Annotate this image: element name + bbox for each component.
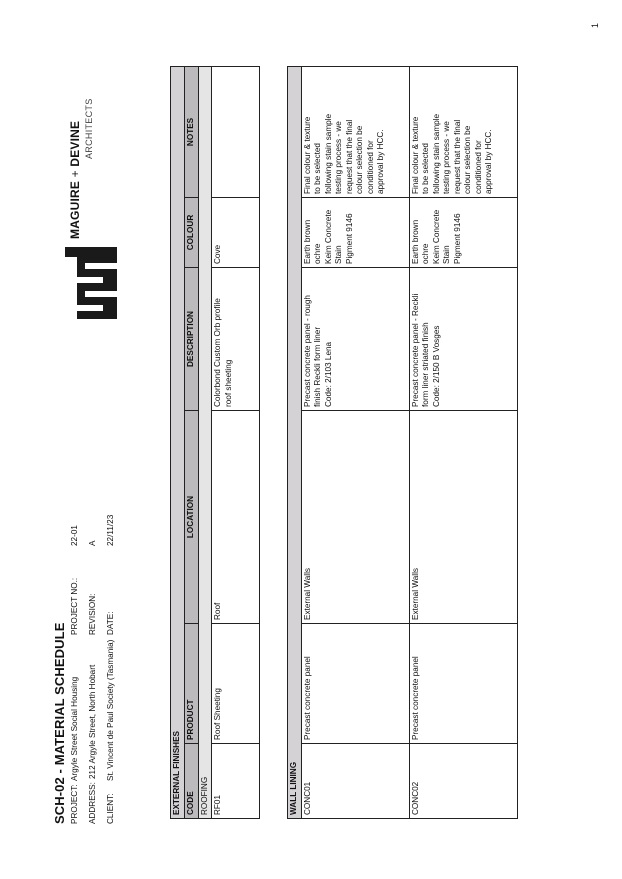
project-value: Argyle Street Social Housing [70,676,79,781]
cell-location: External Walls [301,411,409,624]
table-row [301,66,409,818]
date-label: DATE: [106,611,115,635]
logo-subtitle: ARCHITECTS [84,98,94,159]
cell-code: CONC01 [301,744,409,819]
cell-notes: Final colour & texture to be selected following stain sample testing process - we request that the final colour selection be conditioned for approval by HCC. [301,66,409,197]
col-location-header: LOCATION [184,411,198,624]
page-title: SCH-02 - MATERIAL SCHEDULE [52,622,67,824]
cell-code: CONC02 [409,744,517,819]
external-finishes-table [170,66,260,819]
logo-plus: + [68,166,82,181]
col-colour-header: COLOUR [184,198,198,268]
cell-colour: Cove [212,198,260,268]
col-product-header: PRODUCT [184,624,198,744]
project-no-label: PROJECT NO.: [70,577,79,635]
cell-product: Precast concrete panel [301,624,409,744]
logo-wordmark [68,121,82,239]
cell-notes [212,66,260,197]
logo-name-part1: MAGUIRE [68,180,82,239]
cell-product: Roof Sheeting [212,624,260,744]
revision-value: A [88,540,97,546]
address-value: 212 Argyle Street, North Hobart [88,664,97,779]
section-title: EXTERNAL FINISHES [171,66,185,818]
cell-location: External Walls [409,411,517,624]
address-label: ADDRESS: [88,782,97,824]
wall-lining-table [287,66,518,819]
group-title: ROOFING [198,66,212,818]
revision-label: REVISION: [88,593,97,635]
table-row [409,66,517,818]
date-value: 22/11/23 [106,514,115,546]
client-value: St. Vincent de Paul Society (Tasmania) [106,639,115,781]
cell-colour: Earth brown ochre Keim Concrete Stain Pigment 9146 [301,198,409,268]
project-no-value: 22-01 [70,525,79,546]
cell-code: RF01 [212,744,260,819]
col-notes-header: NOTES [184,66,198,197]
section-title: WALL LINING [288,66,302,818]
section-header-row [288,66,302,818]
table-header-row [184,66,198,818]
group-row [198,66,212,818]
cell-description: Colorbond Custom Orb profile roof sheeting [212,268,260,411]
table-row [212,66,260,818]
cell-colour: Earth brown ochre Keim Concrete Stain Pigment 9146 [409,198,517,268]
page-number: 1 [590,22,600,28]
project-label: PROJECT: [70,784,79,824]
cell-notes: Final colour & texture to be selected following stain sample testing process - we request that the final colour selection be conditioned for approval by HCC. [409,66,517,197]
cell-description: Precast concrete panel - Reckli form liner striated finish Code: 2/150 B Vosges [409,268,517,411]
col-code-header: CODE [184,744,198,819]
mjd-logo-icon [65,247,117,319]
client-label: CLIENT: [106,793,115,824]
logo-name-part2: DEVINE [68,120,82,167]
cell-location: Roof [212,411,260,624]
col-description-header: DESCRIPTION [184,268,198,411]
cell-product: Precast concrete panel [409,624,517,744]
section-header-row [171,66,185,818]
cell-description: Precast concrete panel - rough finish Reckli form liner Code: 2/103 Lena [301,268,409,411]
